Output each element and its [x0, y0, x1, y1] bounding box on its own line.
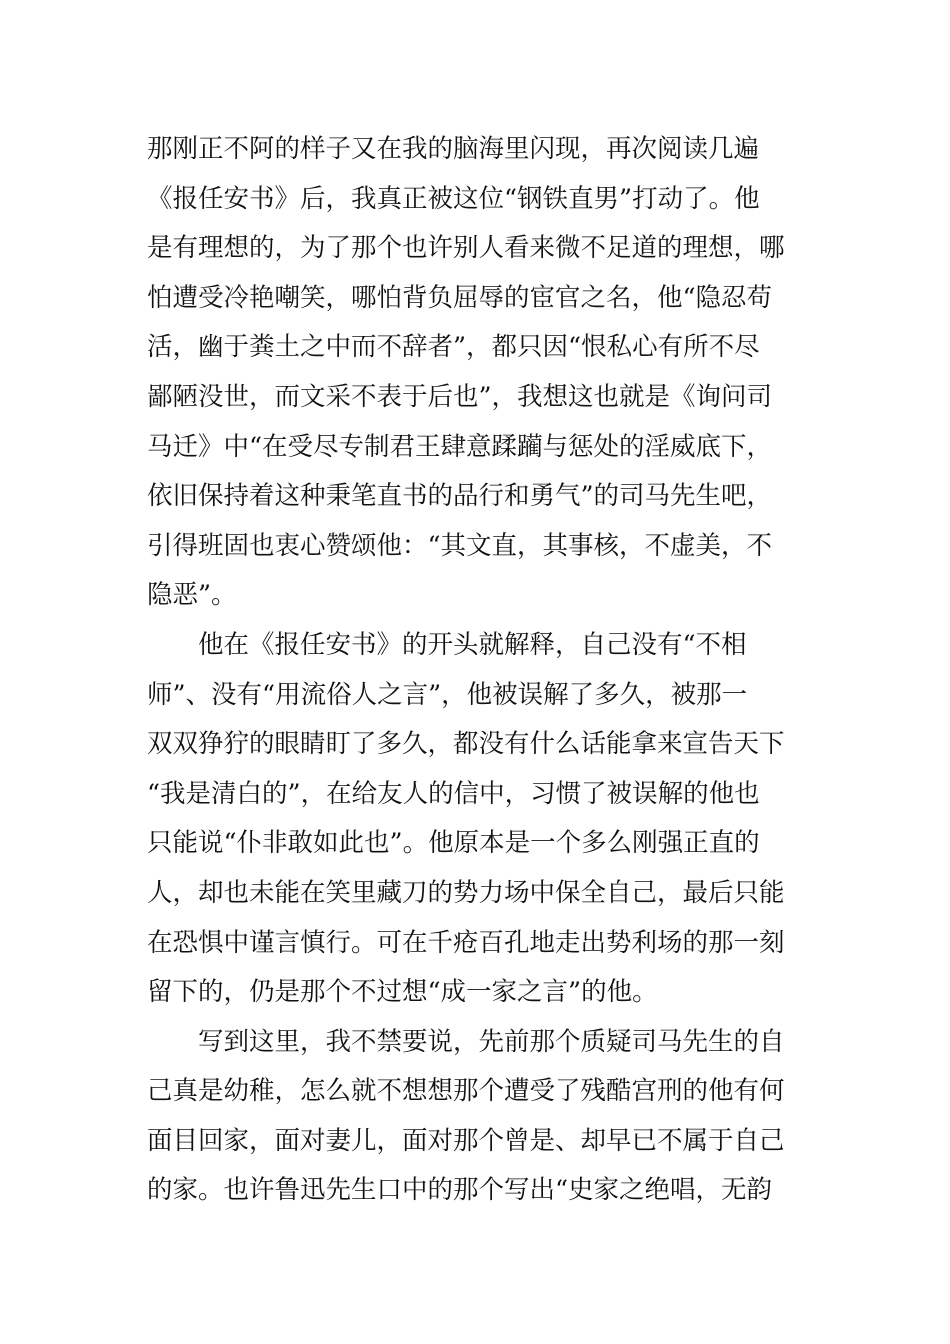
- text-line: 留下的，仍是那个不过想“成一家之言”的他。: [147, 977, 658, 1008]
- text-line: 的家。也许鲁迅先生口中的那个写出“史家之绝唱，无韵: [147, 1175, 773, 1206]
- text-line: 隐恶”。: [147, 580, 237, 611]
- text-line: 引得班固也衷心赞颂他：“其文直，其事核，不虚美，不: [147, 530, 773, 561]
- text-line: 他在《报任安书》的开头就解释，自己没有“不相: [198, 629, 747, 660]
- text-line: 只能说“仆非敢如此也”。他原本是一个多么刚强正直的: [147, 828, 760, 859]
- text-line: 鄙陋没世，而文采不表于后也”，我想这也就是《询问司: [147, 381, 773, 412]
- text-line: 《报任安书》后，我真正被这位“钢铁直男”打动了。他: [147, 183, 760, 214]
- text-line: 写到这里，我不禁要说，先前那个质疑司马先生的自: [198, 1026, 785, 1057]
- text-line: “我是清白的”，在给友人的信中，习惯了被误解的他也: [147, 778, 760, 809]
- text-line: 在恐惧中谨言慎行。可在千疮百孔地走出势利场的那一刻: [147, 927, 785, 958]
- text-line: 马迁》中“在受尽专制君王肆意蹂躏与惩处的淫威底下，: [147, 431, 773, 462]
- text-line: 活，幽于粪土之中而不辞者”，都只因“恨私心有所不尽: [147, 332, 760, 363]
- text-line: 己真是幼稚，怎么就不想想那个遭受了残酷宫刑的他有何: [147, 1076, 785, 1107]
- body-text: [147, 125, 809, 1216]
- text-line: 师”、没有“用流俗人之言”，他被误解了多久，被那一: [147, 679, 748, 710]
- text-line: 那刚正不阿的样子又在我的脑海里闪现，再次阅读几遍: [147, 134, 760, 164]
- text-line: 是有理想的，为了那个也许别人看来微不足道的理想，哪: [147, 233, 785, 264]
- text-line: 面目回家，面对妻儿，面对那个曾是、却早已不属于自己: [147, 1125, 785, 1156]
- text-line: 怕遭受冷艳嘲笑，哪怕背负屈辱的宦官之名，他“隐忍苟: [147, 282, 773, 313]
- text-line: 依旧保持着这种秉笔直书的品行和勇气”的司马先生吧，: [147, 481, 773, 512]
- text-line: 人，却也未能在笑里藏刀的势力场中保全自己，最后只能: [147, 877, 785, 908]
- text-line: 双双狰狞的眼睛盯了多久，都没有什么话能拿来宣告天下: [147, 729, 785, 760]
